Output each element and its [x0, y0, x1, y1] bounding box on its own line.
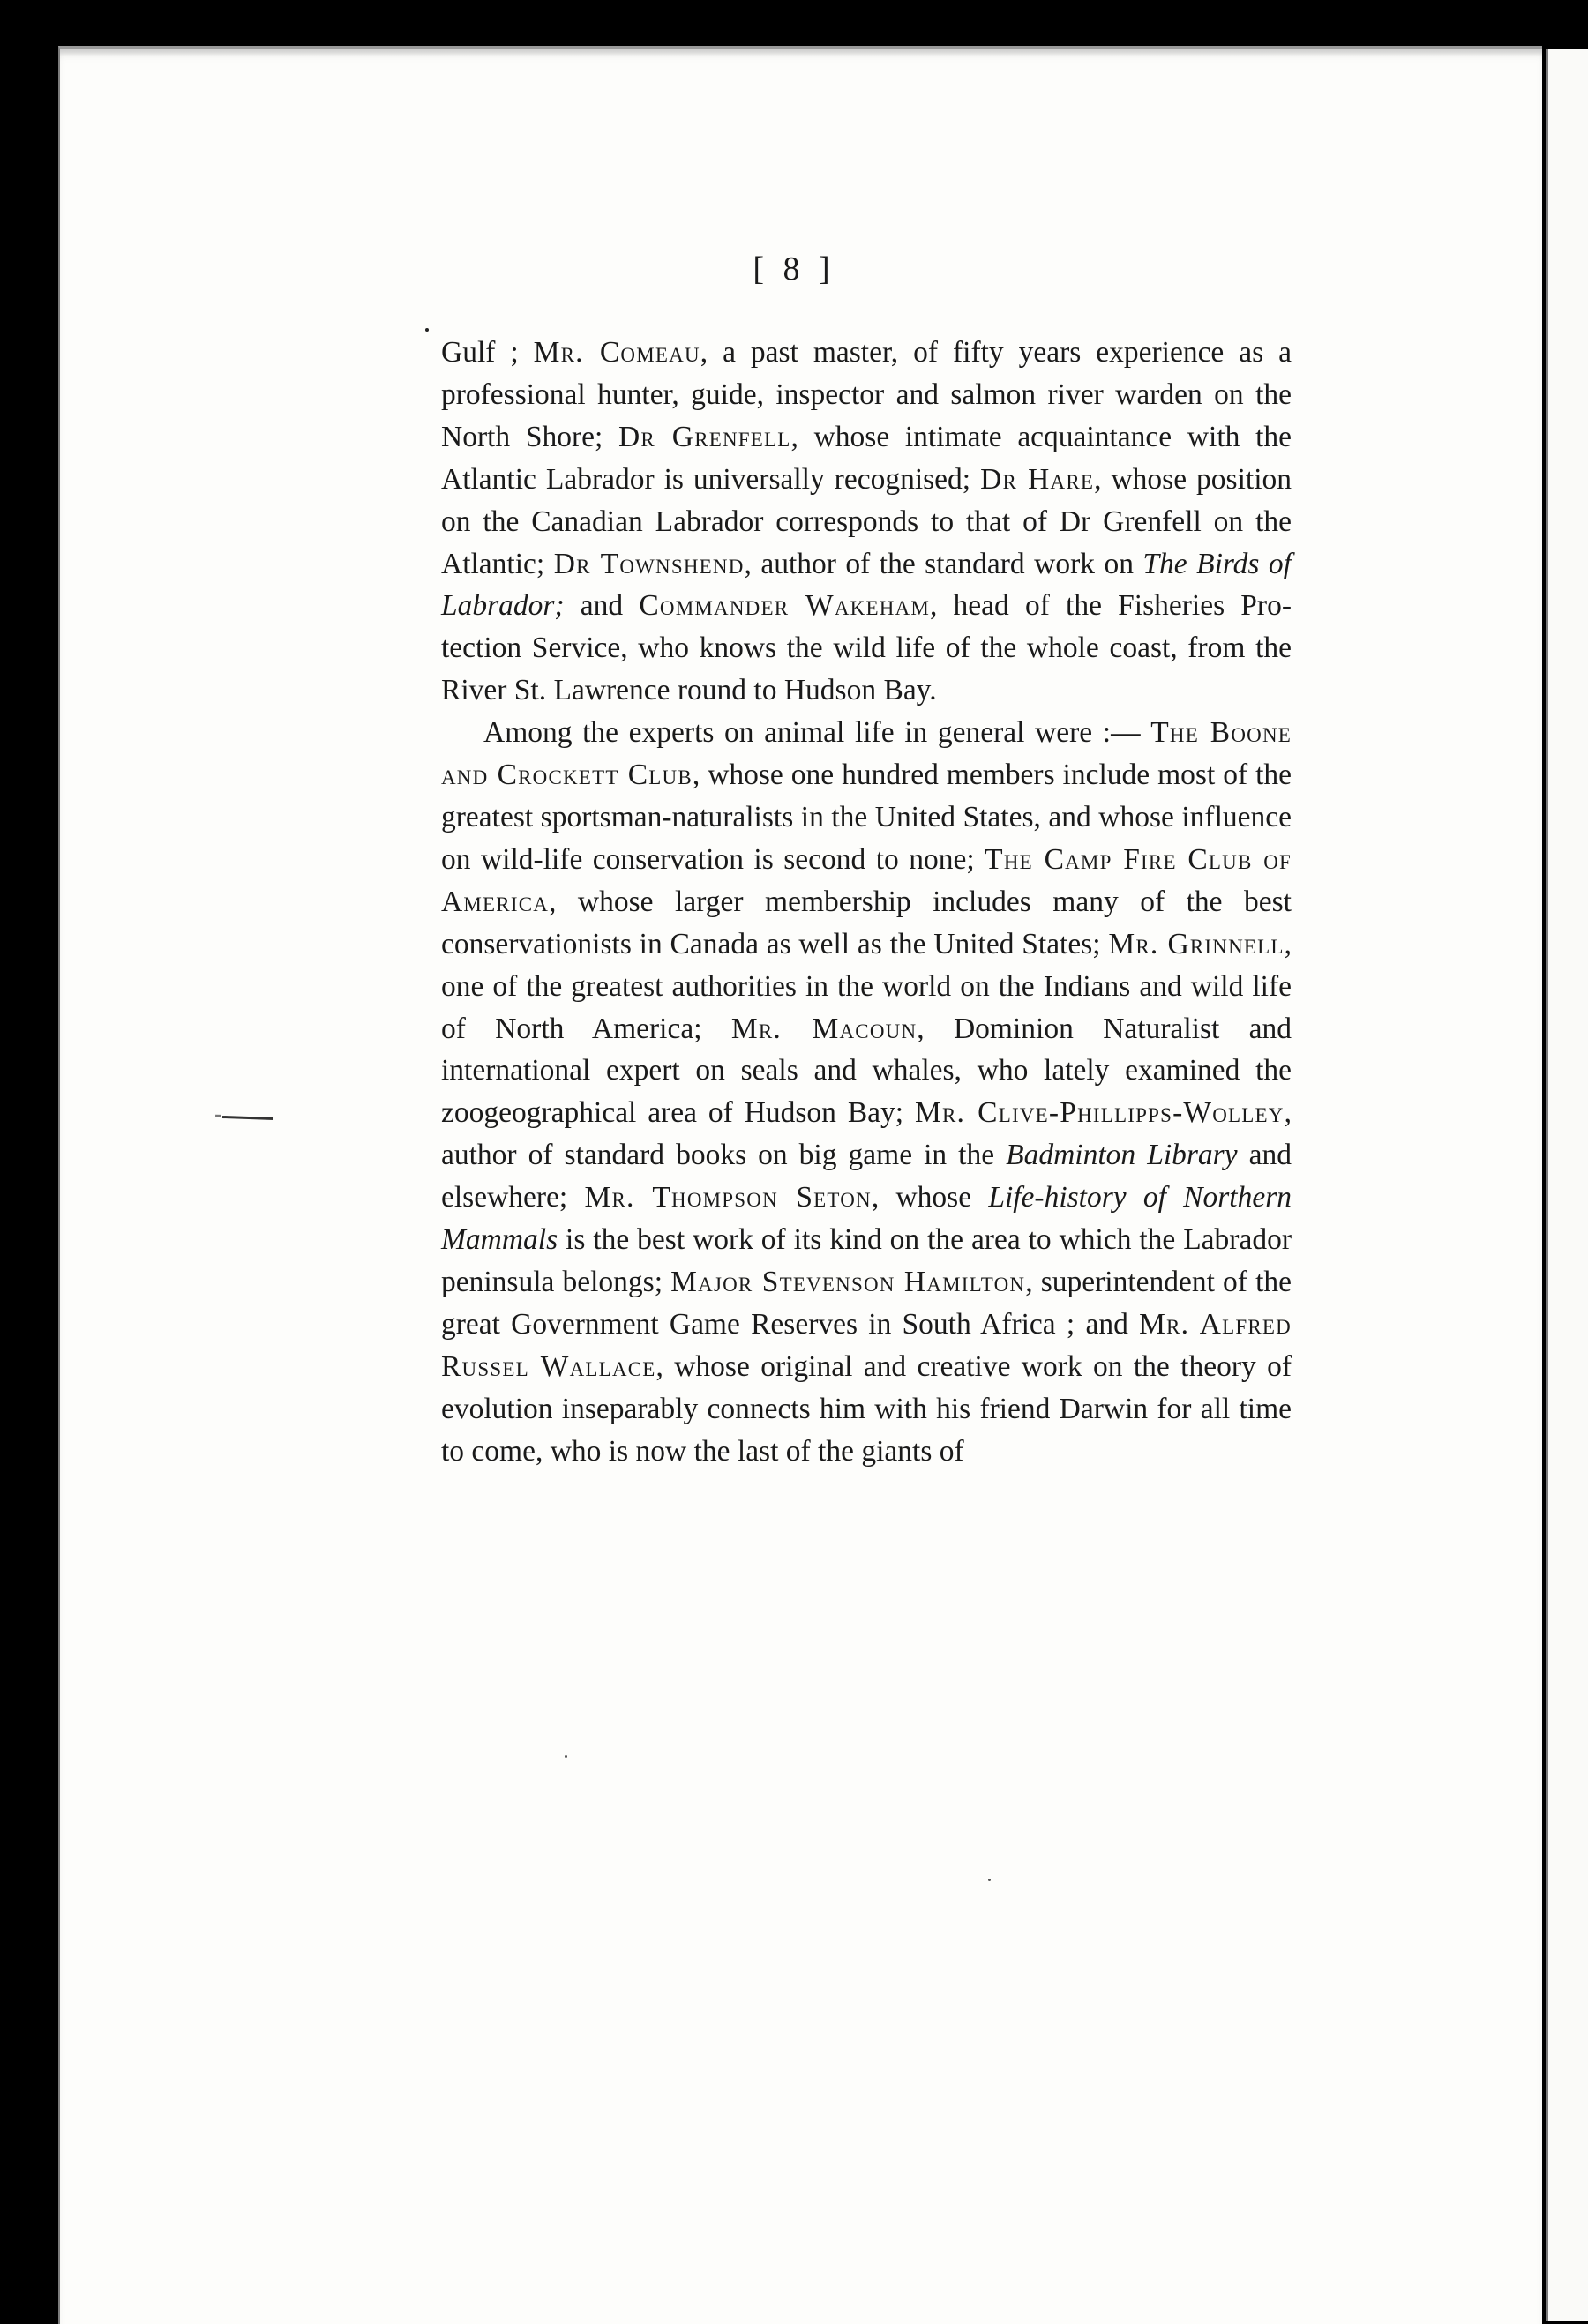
- title-italic: Life-history of Northern Mammals: [441, 1181, 1292, 1257]
- paper-speck: [988, 1879, 991, 1881]
- name-small-caps: Major Stevenson Hamilton: [670, 1265, 1026, 1298]
- paragraph-contributors: [441, 332, 1292, 712]
- title-italic: Badminton Library: [1006, 1139, 1238, 1172]
- body-text: [441, 332, 1292, 1472]
- name-small-caps: Mr. Macoun: [730, 1012, 918, 1045]
- text-run: , whose intimate acquaintance with the Atlantic Labrador is universally recognised;: [441, 420, 1292, 496]
- text-run: , author of standard books on big game in the: [441, 1096, 1292, 1172]
- stray-ink-dot: [425, 328, 429, 332]
- name-small-caps: Dr Grenfell: [618, 420, 791, 453]
- name-small-caps: Mr. Alfred Russel Wallace: [441, 1307, 1292, 1383]
- text-run: , whose larger membership includes many of the best conservationists in Canada as well as the United States;: [441, 885, 1292, 960]
- text-run: Gulf ;: [441, 336, 534, 369]
- name-small-caps: Mr. Clive-Phillipps-Wolley: [914, 1096, 1285, 1130]
- text-run: , a past master, of fifty years experience as a professional hunter, guide, inspector and salmon river warden on the North Shore;: [441, 336, 1292, 453]
- text-run: , one of the greatest authorities in the world on the Indians and wild life of North America;: [441, 927, 1292, 1045]
- name-small-caps: Mr. Grinnell: [1108, 927, 1285, 960]
- text-run: , whose one hundred members include most of the greatest sportsman-naturalists in the United States, and whose influence on wild-life conservation is second to none;: [441, 758, 1292, 876]
- text-run: , whose: [871, 1181, 989, 1214]
- text-run: , author of the standard work on: [744, 547, 1143, 580]
- text-run: and: [564, 589, 640, 623]
- name-small-caps: The Camp Fire Club of America: [441, 842, 1292, 918]
- page-number: [ 8 ]: [753, 250, 835, 288]
- name-small-caps: Mr. Comeau: [533, 336, 700, 369]
- paper-speck: [565, 1755, 567, 1758]
- text-run: , whose original and creative work on the theory of evolution inseparably connects him with his friend Darwin for all time to come, who is now the last of the giants of: [441, 1349, 1292, 1468]
- text-run: , whose position on the Canadian Labrador corresponds to that of Dr Grenfell on the Atlantic;: [441, 462, 1292, 580]
- text-run: is the best work of its kind on the area to which the Labrador peninsula belongs;: [441, 1223, 1292, 1298]
- adjacent-page-edge: [1546, 49, 1588, 2321]
- title-italic: The Birds of Labrador;: [441, 547, 1292, 623]
- text-run: , superintendent of the great Government Game Reserves in South Africa ; and: [441, 1265, 1292, 1341]
- paragraph-experts: [441, 712, 1292, 1472]
- name-small-caps: Mr. Thompson Seton: [584, 1181, 872, 1214]
- text-run: Among the experts on animal life in general were :—: [483, 716, 1151, 750]
- page-top-shadow: [60, 49, 1542, 56]
- name-small-caps: Dr Hare: [980, 462, 1095, 496]
- name-small-caps: The Boone and Crockett Club: [441, 716, 1292, 792]
- text-run: , Dominion Naturalist and international expert on seals and whales, who lately examined the zoogeographical area of Hudson Bay;: [441, 1012, 1292, 1130]
- name-small-caps: Commander Wakeham: [639, 589, 930, 623]
- name-small-caps: Dr Townshend: [553, 547, 745, 580]
- text-run: , head of the Fisheries Protection Service, who knows the wild life of the whole coast, from the River St. Lawrence round to Hudson Bay.: [441, 589, 1292, 707]
- text-run: and elsewhere;: [441, 1139, 1292, 1214]
